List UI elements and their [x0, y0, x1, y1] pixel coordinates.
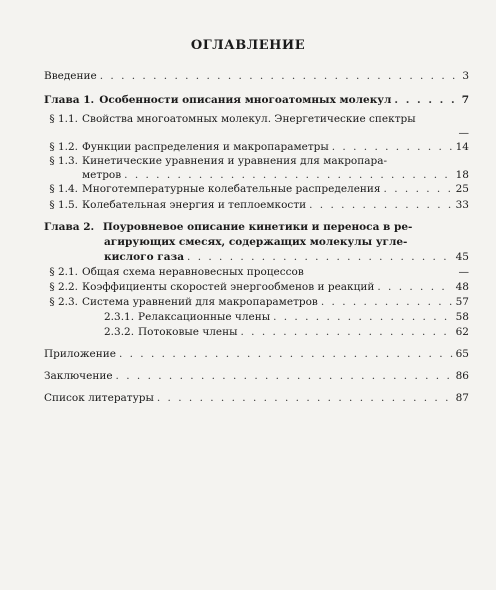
entry-label: Заключение: [44, 370, 113, 382]
leader-dots: [157, 391, 453, 405]
leader-dots: [273, 310, 453, 324]
toc-entry-2-3[interactable]: [44, 295, 469, 309]
chapter-title-cont: кислого газа: [104, 251, 185, 263]
leader-dots: [394, 93, 458, 107]
toc-entry-1-1-page-line: [44, 126, 469, 140]
toc-entry-1-5[interactable]: [44, 198, 469, 212]
toc-entry-intro[interactable]: [44, 69, 469, 83]
page-number: 33: [455, 199, 469, 211]
toc-entry-chapter-2[interactable]: [44, 220, 469, 234]
section-number: § 1.2.: [49, 141, 78, 153]
section-title: Общая схема неравновесных процессов: [82, 266, 304, 278]
toc-entry-chapter-2-cont: [104, 235, 469, 249]
section-title: Многотемпературные колебательные распределения: [82, 183, 381, 195]
section-title: Функции распределения и макропараметры: [82, 141, 329, 153]
leader-dots: [332, 140, 453, 154]
subsection-number: 2.3.1.: [104, 311, 135, 323]
section-number: § 1.3.: [49, 155, 78, 167]
section-title: Колебательная энергия и теплоемкости: [82, 199, 307, 211]
page-number: 62: [455, 326, 469, 338]
subsection-title: Потоковые члены: [138, 326, 238, 338]
chapter-title-cont: агирующих смесях, содержащих молекулы угле-: [104, 236, 408, 248]
entry-label: Приложение: [44, 348, 116, 360]
page-number: 14: [455, 141, 469, 153]
toc-entry-chapter-1[interactable]: [44, 93, 469, 107]
page-number: 18: [455, 169, 469, 181]
leader-dots: [124, 168, 452, 182]
page-number: 48: [455, 281, 469, 293]
chapter-prefix: Глава 1.: [44, 94, 95, 106]
subsection-number: 2.3.2.: [104, 326, 135, 338]
leader-dots: [377, 280, 452, 294]
toc-entry-1-4[interactable]: [44, 182, 469, 196]
chapter-title: Поуровневое описание кинетики и переноса в ре-: [102, 221, 413, 233]
page-number: 58: [455, 311, 469, 323]
page-number: 87: [455, 392, 469, 404]
page-number: —: [458, 266, 469, 278]
section-title: Кинетические уравнения и уравнения для макропара-: [82, 155, 388, 167]
leader-dots: [384, 182, 453, 196]
leader-dots: [321, 295, 453, 309]
leader-dots: [119, 347, 453, 361]
toc-entry-1-1[interactable]: [44, 112, 469, 126]
toc-entry-references[interactable]: [44, 391, 469, 405]
toc-entry-1-3-cont: [82, 168, 469, 182]
toc-entry-2-1[interactable]: [44, 265, 469, 279]
page-number: 65: [455, 348, 469, 360]
entry-label: Введение: [44, 70, 97, 82]
section-number: § 1.4.: [49, 183, 78, 195]
page-number: 45: [455, 251, 469, 263]
entry-label: Список литературы: [44, 392, 154, 404]
page-number: 7: [461, 94, 469, 106]
page-number: —: [458, 127, 469, 139]
section-number: § 2.2.: [49, 281, 78, 293]
leader-dots: [116, 369, 453, 383]
toc-entry-1-2[interactable]: [44, 140, 469, 154]
section-title: Коэффициенты скоростей энергообменов и реакций: [82, 281, 375, 293]
leader-dots: [241, 325, 453, 339]
toc-entry-1-3[interactable]: [44, 154, 469, 168]
section-title: Система уравнений для макропараметров: [82, 296, 318, 308]
leader-dots: [187, 250, 453, 264]
page-number: 57: [455, 296, 469, 308]
section-title-cont: метров: [82, 169, 122, 181]
toc-entry-2-3-2[interactable]: [104, 325, 469, 339]
chapter-title: Особенности описания многоатомных молекул: [99, 94, 392, 106]
section-number: § 1.1.: [49, 113, 78, 125]
section-title: Свойства многоатомных молекул. Энергетические спектры: [82, 113, 416, 125]
page-number: 3: [462, 70, 469, 82]
section-number: § 2.1.: [49, 266, 78, 278]
subsection-title: Релаксационные члены: [138, 311, 271, 323]
toc-entry-2-2[interactable]: [44, 280, 469, 294]
chapter-prefix: Глава 2.: [44, 221, 95, 233]
toc-entry-appendix[interactable]: [44, 347, 469, 361]
toc-entry-chapter-2-cont2: [104, 250, 469, 264]
page-number: 25: [455, 183, 469, 195]
leader-dots: [100, 69, 458, 83]
toc-entry-conclusion[interactable]: [44, 369, 469, 383]
toc-entry-2-3-1[interactable]: [104, 310, 469, 324]
section-number: § 1.5.: [49, 199, 78, 211]
page-number: 86: [455, 370, 469, 382]
section-number: § 2.3.: [49, 296, 78, 308]
leader-dots: [309, 198, 453, 212]
toc-title: ОГЛАВЛЕНИЕ: [190, 38, 306, 53]
